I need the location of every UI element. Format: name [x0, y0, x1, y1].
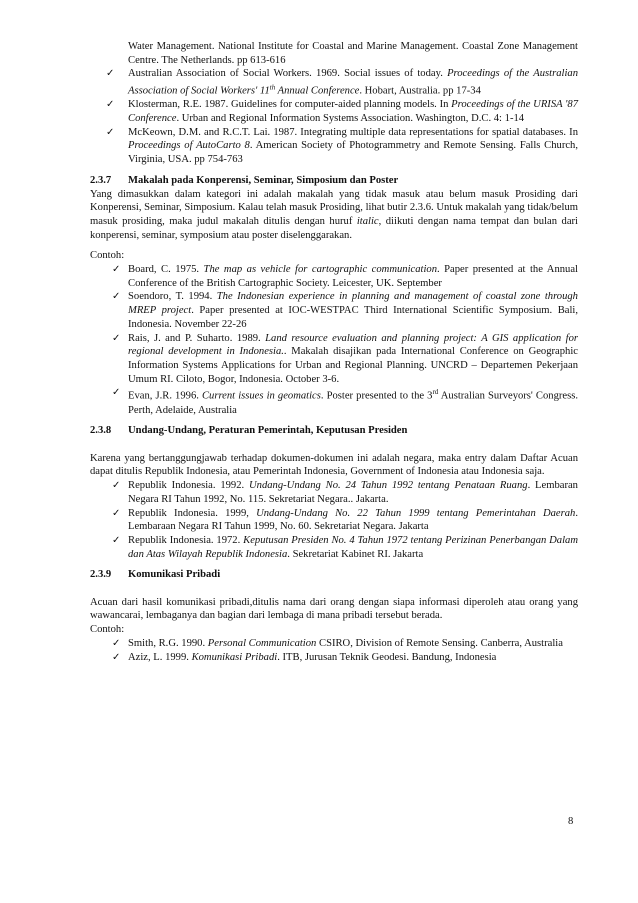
reference-item: ✓ Republik Indonesia. 1992. Undang-Undang No. 24 Tahun 1992 tentang Penataan Ruang. Lembaran Negara RI Tahun 1992, No. 115. Sekretariat Negara.. Jakarta.	[112, 480, 578, 505]
example-label: Contoh:	[90, 624, 125, 636]
reference-list-top	[90, 67, 578, 166]
section-paragraph: Karena yang bertanggungjawab terhadap dokumen-dokumen ini adalah negara, maka entry dalam Daftar Acuan dapat ditulis Republik Indonesia, atau Pemerintah Indonesia, Government of Indonesia atau Indonesia saja.	[90, 452, 578, 478]
checkmark-icon: ✓	[112, 534, 121, 546]
reference-item: ✓ Evan, J.R. 1996. Current issues in geomatics. Poster presented to the 3rd Australian Surveyors' Congress. Perth, Adelaide, Australia	[112, 387, 578, 416]
reference-item: ✓ Republik Indonesia. 1972. Keputusan Presiden No. 4 Tahun 1972 tentang Perizinan Penerbangan Dalam dan Atas Wilayah Republik Indonesia. Sekretariat Kabinet RI. Jakarta	[112, 534, 578, 560]
example-label: Contoh:	[90, 250, 125, 262]
reference-item: ✓ Australian Association of Social Workers. 1969. Social issues of today. Proceedings of the Australian Association of Social Workers' 11th Annual Conference. Hobart, Australia. pp 17-34	[106, 68, 578, 97]
section-paragraph: Acuan dari hasil komunikasi pribadi,ditulis nama dari orang dengan siapa informasi diperoleh atau orang yang wawancarai, lembaganya dan bagian dari lembaga di mana pribadi tersebut berada.	[90, 596, 578, 622]
reference-item: ✓ Soendoro, T. 1994. The Indonesian experience in planning and management of coastal zone through MREP project. Paper presented at IOC-WESTPAC Third International Scientific Symposium. Bali, Indonesia. November 22-26	[112, 291, 578, 330]
checkmark-icon: ✓	[112, 637, 121, 649]
reference-continuation: Water Management. National Institute for Coastal and Marine Management. Coastal Zone Management Centre. The Netherlands. pp 613-616	[128, 41, 578, 66]
checkmark-icon: ✓	[112, 291, 121, 303]
reference-item: ✓ Rais, J. and P. Suharto. 1989. Land resource evaluation and planning project: A GIS application for regional development in Indonesia.. Makalah disajikan pada International Conference on Geographic Information Systems Applications for Urban and Regional Planning. UNCRD – Departemen Pekerjaan Umum RI. Ciloto, Bogor, Indonesia. October 3-6.	[112, 332, 579, 385]
checkmark-icon: ✓	[106, 68, 115, 80]
section-heading-2-3-7: 2.3.7 Makalah pada Konperensi, Seminar, Simposium dan Poster	[90, 174, 399, 186]
reference-item: ✓ Smith, R.G. 1990. Personal Communication CSIRO, Division of Remote Sensing. Canberra, Australia	[112, 637, 563, 649]
checkmark-icon: ✓	[112, 264, 121, 276]
checkmark-icon: ✓	[112, 507, 121, 519]
example-list-2-3-7	[90, 263, 578, 417]
reference-item: ✓ McKeown, D.M. and R.C.T. Lai. 1987. Integrating multiple data representations for spatial databases. In Proceedings of AutoCarto 8. American Society of Photogrammetry and Remote Sensing. Falls Church, Virginia, USA. pp 754-763	[106, 126, 578, 166]
checkmark-icon: ✓	[106, 126, 115, 138]
checkmark-icon: ✓	[112, 332, 121, 344]
page-number: 8	[568, 816, 574, 827]
checkmark-icon: ✓	[112, 480, 121, 492]
checkmark-icon: ✓	[112, 387, 121, 399]
example-list-2-3-8	[90, 479, 578, 561]
reference-item: ✓ Aziz, L. 1999. Komunikasi Pribadi. ITB, Jurusan Teknik Geodesi. Bandung, Indonesia	[112, 651, 497, 663]
document-page	[90, 40, 578, 664]
section-paragraph: Yang dimasukkan dalam kategori ini adalah makalah yang tidak masuk atau belum masuk Prosiding dari Konperensi, Seminar, Simposium. Kalau telah masuk Prosiding, lihat butir 2.3.6. Untuk makalah yang tidak/belum masuk prosiding, maka judul makalah ditulis dengan huruf italic, diikuti dengan nama tempat dan bulan dari konperensi, seminar, symposium atau poster diselenggarakan.	[90, 188, 578, 241]
reference-item: ✓ Board, C. 1975. The map as vehicle for cartographic communication. Paper presented at the Annual Conference of the British Cartographic Society. Leicester, UK. September	[112, 264, 578, 289]
checkmark-icon: ✓	[112, 651, 121, 663]
section-heading-2-3-9: 2.3.9 Komunikasi Pribadi	[90, 569, 221, 581]
reference-item: ✓ Klosterman, R.E. 1987. Guidelines for computer-aided planning models. In Proceedings of the URISA '87 Conference. Urban and Regional Information Systems Association. Washington, D.C. 4: 1-14	[106, 99, 579, 125]
example-list-2-3-9	[90, 637, 578, 664]
reference-item: ✓ Republik Indonesia. 1999, Undang-Undang No. 22 Tahun 1999 tentang Pemerintahan Daerah. Lembaraan Negara RI Tahun 1999, No. 60. Sekretariat Negara. Jakarta	[112, 507, 578, 533]
checkmark-icon: ✓	[106, 99, 115, 111]
section-heading-2-3-8: 2.3.8 Undang-Undang, Peraturan Pemerintah, Keputusan Presiden	[90, 425, 408, 437]
